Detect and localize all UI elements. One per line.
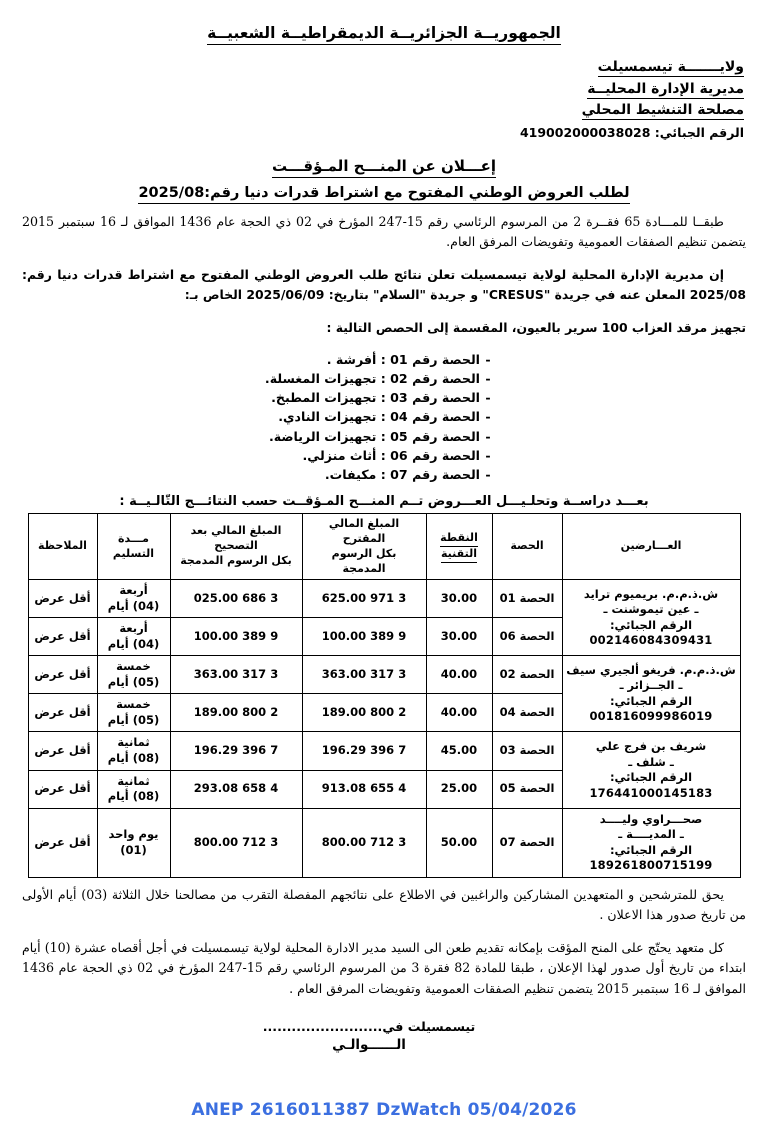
header-tax-number: 419002000038028: [519, 125, 651, 141]
cell-duration: [97, 808, 170, 877]
wilaya-text: ولايـــــــة تيسمسيلت: [597, 59, 744, 75]
lot-label: الحصة رقم 01 : أفرشة .: [326, 352, 480, 367]
duration-word: خمسة: [116, 697, 151, 712]
duration-number: (01): [120, 842, 147, 857]
column-header-lot: الحصة: [492, 513, 562, 579]
column-header-bidder: العـــارضين: [562, 513, 740, 579]
bullet-dash-icon: -: [485, 447, 491, 463]
duration-word: ثمانية: [117, 773, 150, 788]
header-tax-label: الرقم الجبائي:: [654, 125, 744, 141]
cell-corrected-amount: 3 317 363.00: [170, 656, 302, 694]
cell-lot: الحصة 04: [492, 694, 562, 732]
bidder-tax-label: الرقم الجبائي:: [609, 842, 693, 857]
bullet-dash-icon: -: [485, 409, 491, 425]
announcement-subtitle: لطلب العروض الوطني المفتوح مع اشتراط قدرات دنيا رقم:2025/08: [138, 185, 629, 204]
cell-proposed-amount: 9 389 100.00: [302, 618, 426, 656]
duration-number: (08) أيام: [107, 751, 160, 765]
announcement-title: إعـــلان عن المنـــح المـؤقـــت: [272, 157, 496, 178]
table-header-row: [28, 513, 740, 579]
column-header-proposed-amount: [302, 513, 426, 579]
cell-technical-score: 45.00: [426, 732, 492, 770]
list-item: [22, 446, 746, 465]
cell-bidder: [562, 808, 740, 877]
duration-number: (05) أيام: [107, 712, 160, 727]
cell-technical-score: 25.00: [426, 770, 492, 808]
service-text: مصلحة التنشيط المحلي: [581, 102, 744, 119]
organization-block: [22, 57, 746, 142]
cell-duration: [97, 694, 170, 732]
cell-corrected-amount: 3 686 025.00: [170, 580, 302, 618]
cell-duration: [97, 770, 170, 808]
cell-note: أقل عرض: [28, 618, 97, 656]
announcement-title-block: [22, 156, 746, 204]
cell-proposed-amount: 4 655 913.08: [302, 770, 426, 808]
service-line: [22, 100, 744, 122]
bidder-tax-number: 002146084309431: [589, 633, 713, 648]
directorate-line: [22, 79, 744, 101]
proposed-line3: بكل الرسوم: [331, 546, 397, 560]
announcement-paragraph: إن مديرية الإدارة المحلية لولاية تيسمسيلت تعلن نتائج طلب العروض الوطني المفتوح مع اشتراط قدرات دنيا رقم: 2025/08 المعلن عنه في جريدة "CRESUS" و جريدة "السلام" بتاريخ: 2025/06/09 الخاص بـ:: [22, 266, 746, 303]
cell-lot: الحصة 06: [492, 618, 562, 656]
cell-lot: الحصة 01: [492, 580, 562, 618]
cell-technical-score: 40.00: [426, 694, 492, 732]
proposed-line4: المدمجة: [342, 561, 386, 575]
signature-place-date: تيسمسيلت في.........................: [262, 1019, 476, 1035]
lot-label: الحصة رقم 06 : أثاث منزلي.: [302, 447, 480, 463]
bullet-dash-icon: -: [485, 428, 491, 444]
cell-proposed-amount: 2 800 189.00: [302, 694, 426, 732]
column-header-delivery-duration: [97, 513, 170, 579]
duration-number: (08) أيام: [107, 789, 160, 804]
bullet-dash-icon: -: [485, 352, 491, 367]
cell-lot: الحصة 05: [492, 770, 562, 808]
bidder-tax-label: الرقم الجبائي:: [609, 693, 693, 708]
bidder-address: ـ عين تيموشنت ـ: [603, 602, 699, 617]
cell-lot: الحصة 03: [492, 732, 562, 770]
cell-note: أقل عرض: [28, 770, 97, 808]
lot-list: [22, 350, 746, 484]
bullet-dash-icon: -: [485, 466, 491, 482]
bidder-tax-number: 189261800715199: [589, 858, 713, 873]
corrected-line1: المبلغ المالي بعد: [190, 524, 282, 538]
cell-proposed-amount: 3 971 625.00: [302, 580, 426, 618]
column-header-technical-score: [426, 513, 492, 579]
directorate-text: مديرية الإدارة المحليــة: [587, 80, 744, 97]
lot-label: الحصة رقم 05 : تجهيزات الرياضة.: [268, 428, 480, 444]
subject-paragraph: تجهيز مرقد العزاب 100 سرير بالعيون، المقسمة إلى الحصص التالية :: [326, 319, 746, 335]
cell-duration: [97, 732, 170, 770]
header-tax-line: [22, 124, 744, 142]
corrected-line2: التصحيح: [214, 539, 258, 553]
table-row: [28, 732, 740, 770]
bullet-dash-icon: -: [485, 371, 491, 387]
republic-heading-text: الجمهوريــة الجزائريــة الديمقراطيــة الشعبيــة: [207, 24, 561, 45]
closing-paragraph-1: يحق للمترشحين و المتعهدين المشاركين والراغبين في الاطلاع على نتائجهم المفصلة التقرب من مصالحنا خلال الثلاثة (03) أيام الأولى من تاريخ صدور هذا الاعلان .: [22, 886, 746, 922]
column-header-technical-score-line2: التقنية: [441, 547, 477, 563]
cell-note: أقل عرض: [28, 694, 97, 732]
table-row: [28, 580, 740, 618]
duration-word: أربعة: [119, 621, 148, 636]
republic-heading: [22, 24, 746, 43]
cell-duration: [97, 618, 170, 656]
bidder-tax-label: الرقم الجبائي:: [609, 770, 693, 785]
cell-note: أقل عرض: [28, 580, 97, 618]
list-item: [22, 350, 746, 369]
cell-corrected-amount: 3 712 800.00: [170, 808, 302, 877]
cell-corrected-amount: 9 389 100.00: [170, 618, 302, 656]
cell-duration: [97, 580, 170, 618]
list-item: [22, 427, 746, 446]
cell-proposed-amount: 7 396 196.29: [302, 732, 426, 770]
signature-signer-title: الــــــوالـي: [332, 1037, 406, 1054]
table-row: [28, 808, 740, 877]
column-header-technical-score-line1: النقطة: [440, 531, 478, 547]
duration-word: ثمانية: [117, 735, 150, 750]
duration-number: (05) أيام: [107, 674, 160, 689]
wilaya-line: [22, 57, 744, 79]
list-item: [22, 465, 746, 484]
bidder-name: صحـــراوي وليــــد: [599, 811, 703, 826]
bidder-address: ـ الجــزائر ـ: [619, 678, 683, 693]
signature-block: [22, 1019, 746, 1053]
bidder-name: شريف بن فرج علي: [595, 738, 707, 753]
cell-technical-score: 50.00: [426, 808, 492, 877]
corrected-line3: بكل الرسوم المدمجة: [180, 554, 292, 568]
cell-corrected-amount: 2 800 189.00: [170, 694, 302, 732]
lot-label: الحصة رقم 04 : تجهيزات النادي.: [278, 409, 480, 425]
bidder-tax-number: 176441000145183: [589, 785, 713, 800]
proposed-line1: المبلغ المالي: [328, 516, 400, 530]
bidder-name: ش.ذ.م.م. بريميوم ترايد: [583, 586, 719, 601]
bullet-dash-icon: -: [485, 390, 491, 406]
column-header-corrected-amount: [170, 513, 302, 579]
cell-corrected-amount: 4 658 293.08: [170, 770, 302, 808]
bidder-address: ـ شلف ـ: [628, 754, 674, 769]
duration-word: خمسة: [116, 659, 151, 674]
list-item: [22, 388, 746, 407]
duration-line1: مـــدة: [118, 531, 149, 545]
duration-number: (04) أيام: [107, 598, 160, 613]
cell-technical-score: 40.00: [426, 656, 492, 694]
cell-lot: الحصة 07: [492, 808, 562, 877]
cell-note: أقل عرض: [28, 808, 97, 877]
list-item: [22, 369, 746, 388]
bidder-name: ش.ذ.م.م. فريغو ألجيري سيف: [566, 662, 736, 677]
closing-paragraph-2: كل متعهد يحتّج على المنح المؤقت بإمكانه تقديم طعن الى السيد مدير الادارة المحلية لولاية تيسمسيلت في أجل أقصاه عشرة (10) أيام ابتداء من تاريخ أول صدور لهذا الإعلان ، طبقا للمادة 82 فقرة 3 من المرسوم الرئاسي رقم 15-247 المؤرخ في 02 ذي الحجة عام 1436 الموافق لـ 16 سبتمبر 2015 يتضمن تنظيم الصفقات العمومية وتفويضات المرفق العام .: [22, 939, 746, 996]
cell-lot: الحصة 02: [492, 656, 562, 694]
cell-technical-score: 30.00: [426, 618, 492, 656]
cell-corrected-amount: 7 396 196.29: [170, 732, 302, 770]
duration-number: (04) أيام: [107, 636, 160, 651]
cell-bidder: [562, 580, 740, 656]
cell-bidder: [562, 656, 740, 732]
cell-proposed-amount: 3 317 363.00: [302, 656, 426, 694]
lot-label: الحصة رقم 03 : تجهيزات المطبخ.: [271, 390, 480, 406]
cell-bidder: [562, 732, 740, 808]
proposed-line2: المقترح: [342, 531, 386, 545]
anep-footer: ANEP 2616011387 DzWatch 05/04/2026: [191, 1100, 577, 1120]
duration-line2: التسليم: [112, 546, 155, 560]
cell-proposed-amount: 3 712 800.00: [302, 808, 426, 877]
table-row: [28, 656, 740, 694]
column-header-note: الملاحظة: [28, 513, 97, 579]
list-item: [22, 407, 746, 426]
legal-reference-paragraph: طبقــا للمـــادة 65 فقــرة 2 من المرسوم الرئاسي رقم 15-247 المؤرخ في 02 ذي الحجة عام 1436 الموافق لـ 16 سبتمبر 2015 يتضمن تنظيم الصفقات العمومية وتفويضات المرفق العام.: [22, 213, 746, 249]
cell-note: أقل عرض: [28, 656, 97, 694]
bidder-address: ـ المديــــة ـ: [618, 827, 684, 842]
cell-duration: [97, 656, 170, 694]
duration-word: أربعة: [119, 583, 148, 598]
bidder-tax-number: 001816099986019: [589, 709, 713, 724]
results-table: [28, 513, 741, 878]
bidder-tax-label: الرقم الجبائي:: [609, 617, 693, 632]
results-table-intro: بعـــد دراســة وتحلـيـــل العـــروض تــم المنـــح المـؤقــت حسب النتائـــج التّالـيــة :: [119, 493, 649, 509]
cell-note: أقل عرض: [28, 732, 97, 770]
cell-technical-score: 30.00: [426, 580, 492, 618]
lot-label: الحصة رقم 07 : مكيفات.: [324, 466, 480, 482]
lot-label: الحصة رقم 02 : تجهيزات المغسلة.: [264, 371, 480, 387]
duration-word: يوم واحد: [108, 827, 159, 842]
